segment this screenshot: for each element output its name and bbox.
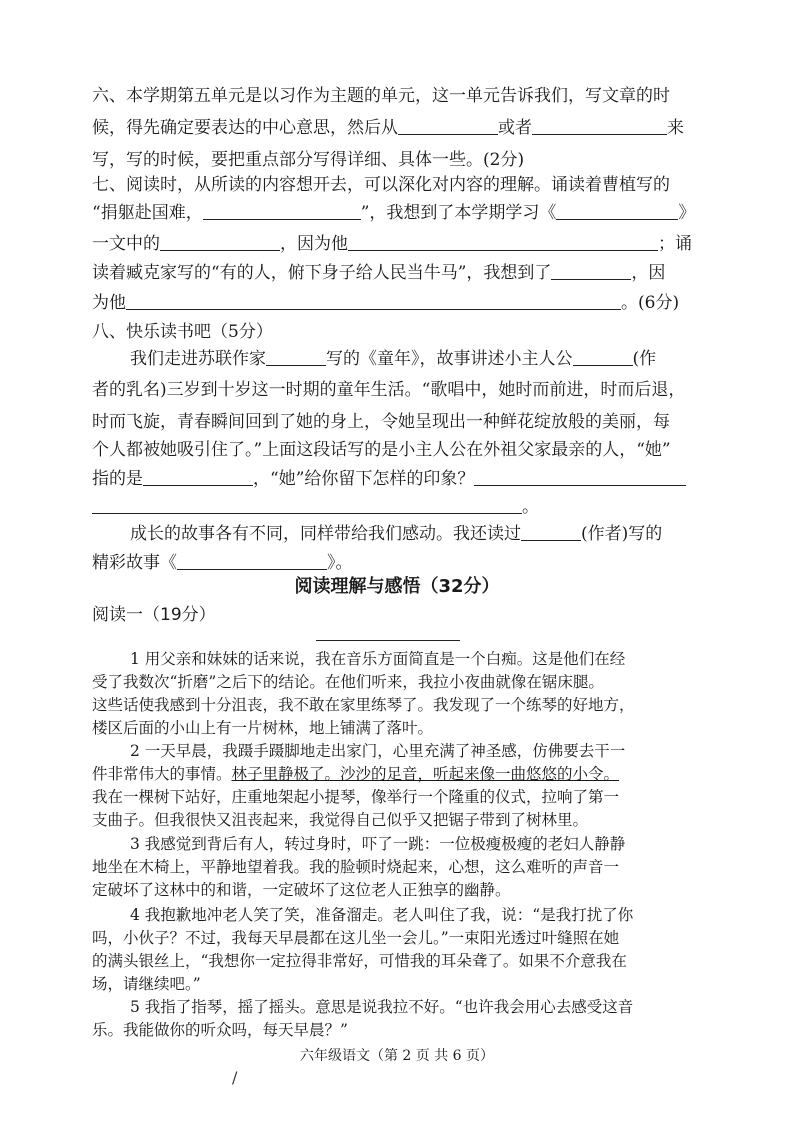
q7-line-1: 七、阅读时，从所读的内容想开去，可以深化对内容的理解。诵读着曹植写的: [92, 175, 670, 195]
q7-text: ；诵: [658, 234, 692, 254]
q6-blank-1[interactable]: [398, 116, 498, 135]
p5-line-2: 乐。我能做你的听众吗，每天早晨？”: [92, 1021, 348, 1039]
q7-text: ，因为他: [280, 234, 348, 254]
p4-line-4: 场，请继续吧。”: [92, 975, 201, 993]
p1-line-3: 这些话使我感到十分沮丧，我不敢在家里练琴了。我发现了一个练琴的好地方，: [92, 696, 635, 714]
q8-blank-protagonist[interactable]: [573, 347, 633, 366]
p4-line-1: 4 我抱歉地冲老人笑了笑，准备溜走。老人叫住了我，说：“是我打扰了你: [130, 906, 634, 924]
p3-line-1: 3 我感觉到背后有人，转过身时，吓了一跳：一位极瘦极瘦的老妇人静静: [130, 835, 626, 853]
q6-blank-2[interactable]: [532, 116, 667, 135]
q6-text: 候，得先确定要表达的中心意思，然后从: [92, 118, 398, 138]
p2-line-4: 支曲子。但我很快又沮丧起来，我觉得自己似乎又把锯子带到了树林里。: [92, 811, 589, 829]
q8-text: 》。: [327, 553, 353, 573]
q8-blank-story[interactable]: [177, 551, 327, 570]
q7-line-2: [92, 201, 717, 225]
q8-line-8: [92, 551, 717, 575]
p1-line-1: 1 用父亲和妹妹的话来说，我在音乐方面简直是一个白痴。这是他们在经: [130, 650, 626, 668]
q8-blank-author[interactable]: [266, 347, 326, 366]
q7-blank-person[interactable]: [160, 232, 280, 251]
q8-line-4: 个人都被她吸引住了。”上面这段话写的是小主人公在外祖父家最亲的人，“她”: [92, 440, 671, 460]
q7-text: 为他: [92, 293, 126, 313]
q7-line-5: [92, 291, 717, 315]
reading1-label: 阅读一（19分）: [92, 605, 216, 625]
page-footer: 六年级语文（第 2 页 共 6 页）: [299, 1048, 495, 1064]
q8-text: (作: [632, 349, 657, 369]
q7-text: ”，我想到了本学期学习《: [360, 203, 557, 223]
q8-text: ，“她”给你留下怎样的印象？: [253, 469, 475, 489]
q6-text: 或者: [498, 118, 532, 138]
q7-line-3: [92, 232, 717, 256]
q8-line-1: [130, 347, 717, 371]
p3-line-3: 定破坏了这林中的和谐，一定破坏了这位老人正独享的幽静。: [92, 881, 511, 899]
p2-line-1: 2 一天早晨，我蹑手蹑脚地走出家门，心里充满了神圣感，仿佛要去干一: [130, 742, 626, 760]
q6-text: 来: [667, 118, 684, 138]
q8-text: 成长的故事各有不同，同样带给我们感动。我还读过: [130, 524, 521, 544]
q7-blank-lesson[interactable]: [556, 201, 678, 220]
q8-text: (作者)写的: [581, 524, 663, 544]
q6-line-1: 六、本学期第五单元是以习作为主题的单元，这一单元告诉我们，写文章的时: [92, 86, 670, 106]
q7-line-4: [92, 261, 717, 285]
q8-title: 八、快乐读书吧（5分）: [92, 322, 273, 342]
q7-text: 一文中的: [92, 234, 160, 254]
q7-text: 读着臧克家写的“有的人，俯下身子给人民当牛马”，我想到了: [92, 263, 552, 283]
p2-line-2: [92, 763, 717, 786]
p2-text: 件非常伟大的事情。: [92, 765, 232, 783]
q8-text: 。: [522, 497, 539, 517]
q7-blank-poem[interactable]: [203, 201, 361, 220]
section-title: 阅读理解与感悟（32分）: [294, 576, 500, 597]
p1-line-4: 楼区后面的小山上有一片树林，地上铺满了落叶。: [92, 719, 434, 737]
p2-line-3: 我在一棵树下站好，庄重地架起小提琴，像举行一个隆重的仪式，拉响了第一: [92, 788, 620, 806]
q7-blank-person-2[interactable]: [551, 261, 631, 280]
stray-mark: /: [232, 1068, 238, 1087]
q7-text: 》: [678, 203, 696, 223]
q8-text: 我们走进苏联作家: [130, 349, 266, 369]
q8-line-5: [92, 467, 717, 491]
q8-line-3: 时而飞旋，青春瞬间回到了她的身上，令她呈现出一种鲜花绽放般的美丽，每: [92, 412, 670, 432]
q8-line-6: [92, 495, 717, 519]
q8-blank-impression[interactable]: [474, 467, 686, 486]
q8-blank-other-author[interactable]: [521, 522, 581, 541]
q7-text: ，因: [631, 263, 666, 283]
p4-line-3: 的满头银丝上，“我想你一定拉得非常好，可惜我的耳朵聋了。如果不介意我在: [92, 952, 627, 970]
q8-text: 精彩故事《: [92, 553, 177, 573]
p3-line-2: 地坐在木椅上，平静地望着我。我的脸顿时烧起来，心想，这么难听的声音一: [92, 858, 620, 876]
p2-underlined-sentence: 林子里静极了。沙沙的足音，听起来像一曲悠悠的小令。: [231, 765, 620, 783]
p5-line-1: 5 我指了指琴，摇了摇头。意思是说我拉不好。“也许我会用心去感受这音: [130, 998, 634, 1016]
q8-text: 指的是: [92, 469, 143, 489]
q8-line-2: 者的乳名)三岁到十岁这一时期的童年生活。“歌唱中，她时而前进，时而后退，: [92, 380, 686, 400]
q7-text: 。(6分): [621, 293, 680, 313]
q6-line-2: [92, 116, 717, 140]
reading1-title-blank[interactable]: [316, 640, 460, 641]
q8-line-7: [130, 522, 717, 546]
q6-line-3: 写，写的时候，要把重点部分写得详细、具体一些。(2分): [92, 150, 525, 170]
q7-text: “捐躯赴国难，: [92, 203, 203, 223]
q7-blank-reason-2[interactable]: [126, 291, 621, 310]
p1-line-2: 受了我数次“折磨”之后下的结论。在他们听来，我拉小夜曲就像在锯床腿。: [92, 673, 604, 691]
p4-line-2: 吗，小伙子？不过，我每天早晨都在这儿坐一会儿。”一束阳光透过叶缝照在她: [92, 929, 620, 947]
q8-blank-she[interactable]: [143, 467, 253, 486]
q7-blank-reason[interactable]: [348, 232, 658, 251]
q8-blank-impression-2[interactable]: [92, 495, 522, 514]
q8-text: 写的《童年》，故事讲述小主人公: [326, 349, 573, 369]
